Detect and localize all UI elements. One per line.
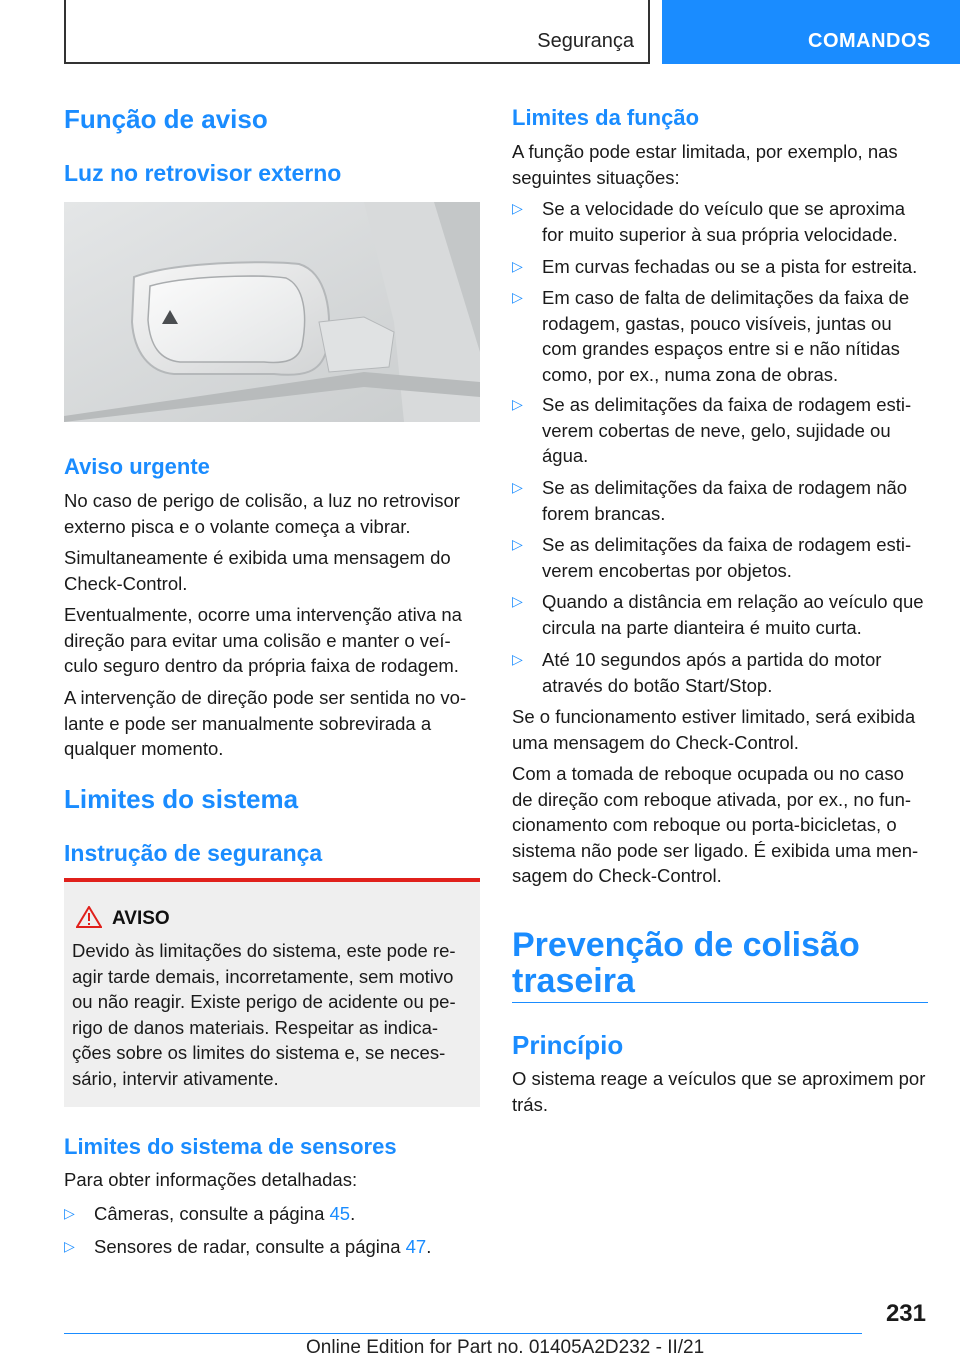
header-section-box bbox=[64, 0, 650, 64]
footer-edition: Online Edition for Part no. 01405A2D232 - II/21 bbox=[306, 1337, 705, 1358]
paragraph-intro: A função pode estar limitada, por exemplo, nas seguintes situações: bbox=[512, 141, 898, 188]
heading-principio: Princípio bbox=[512, 1030, 624, 1060]
bullet-triangle-icon: ▷ bbox=[512, 479, 523, 495]
list-item bbox=[64, 1234, 480, 1260]
list-item bbox=[512, 196, 928, 248]
list-item bbox=[512, 254, 928, 280]
list-item bbox=[64, 1201, 480, 1227]
list-item bbox=[512, 475, 928, 527]
bullet-text: Sensores de radar, consulte a página bbox=[94, 1236, 406, 1257]
heading-prevencao-line2: traseira bbox=[512, 962, 635, 1000]
bullet-text: Se as delimitações da faixa de rodagem esti‐verem cobertas de neve, gelo, sujidade ou água. bbox=[542, 394, 912, 466]
bullet-text: Quando a distância em relação ao veículo que circula na parte dianteira é muito curta. bbox=[542, 591, 924, 638]
heading-aviso-urgente: Aviso urgente bbox=[64, 454, 210, 479]
warning-triangle-icon bbox=[76, 906, 102, 933]
paragraph-aviso-2: Simultaneamente é exibida uma mensagem do Check-Control. bbox=[64, 547, 451, 594]
header-chapter-tab[interactable]: COMANDOS bbox=[662, 0, 960, 64]
bullet-triangle-icon: ▷ bbox=[512, 289, 523, 305]
paragraph-limitado: Se o funcionamento estiver limitado, será exibida uma mensagem do Check-Control. bbox=[512, 706, 916, 753]
bullet-text: Até 10 segundos após a partida do motor através do botão Start/Stop. bbox=[542, 649, 882, 696]
bullet-triangle-icon: ▷ bbox=[512, 200, 523, 216]
mirror-illustration bbox=[64, 202, 480, 422]
paragraph-aviso-3: Eventualmente, ocorre uma intervenção ativa na direção para evitar uma colisão e manter o veí‐culo seguro dentro da própria faixa de rodagem. bbox=[64, 604, 462, 676]
list-item bbox=[512, 392, 928, 470]
bullet-period: . bbox=[426, 1236, 432, 1257]
list-item bbox=[512, 532, 928, 584]
bullet-triangle-icon: ▷ bbox=[512, 396, 523, 412]
warning-title: AVISO bbox=[112, 908, 170, 929]
bullet-triangle-icon: ▷ bbox=[512, 536, 523, 552]
mirror-warning-light-image bbox=[64, 202, 480, 422]
heading-limites-funcao: Limites da função bbox=[512, 105, 700, 130]
list-item bbox=[512, 285, 928, 388]
paragraph-sensores: Para obter informações detalhadas: bbox=[64, 1169, 358, 1190]
footer-rule bbox=[64, 1333, 862, 1334]
paragraph-aviso-4: A intervenção de direção pode ser sentida no vo‐lante e pode ser manualmente sobrevirada a qualquer momento. bbox=[64, 687, 467, 759]
bullet-triangle-icon: ▷ bbox=[64, 1205, 75, 1221]
heading-limites-sistema: Limites do sistema bbox=[64, 784, 299, 814]
bullet-text: Se as delimitações da faixa de rodagem esti‐verem encobertas por objetos. bbox=[542, 534, 912, 581]
bullet-text: Em curvas fechadas ou se a pista for estreita. bbox=[542, 256, 918, 277]
heading-prevencao-line1: Prevenção de colisão bbox=[512, 926, 860, 964]
bullet-triangle-icon: ▷ bbox=[512, 593, 523, 609]
bullet-text: Se as delimitações da faixa de rodagem não forem brancas. bbox=[542, 477, 908, 524]
warning-box bbox=[64, 878, 480, 1107]
paragraph-principio: O sistema reage a veículos que se aproximem por trás. bbox=[512, 1068, 926, 1115]
header-section-title: Segurança bbox=[537, 30, 634, 52]
bullet-period: . bbox=[350, 1203, 356, 1224]
paragraph-reboque: Com a tomada de reboque ocupada ou no caso de direção com reboque ativada, por ex., no fun‐cionamento com reboque ou porta-bicicletas, o sistema não pode ser ligado. É exibida uma men‐sagem do Check-Control. bbox=[512, 763, 919, 886]
bullet-text: Se a velocidade do veículo que se aproxima for muito superior à sua própria velocidade. bbox=[542, 198, 906, 245]
bullet-text: Câmeras, consulte a página bbox=[94, 1203, 330, 1224]
warning-text: Devido às limitações do sistema, este pode re‐agir tarde demais, incorretamente, sem motivo ou não reagir. Existe perigo de acidente ou pe‐rigo de danos materiais. Respeitar as indica‐ções sobre os limites do sistema e, se neces‐sário, intervir ativamente. bbox=[72, 940, 456, 1089]
page-link-45[interactable]: 45 bbox=[329, 1203, 351, 1224]
heading-limites-sensores: Limites do sistema de sensores bbox=[64, 1134, 397, 1159]
list-item bbox=[512, 647, 928, 699]
page-link-47[interactable]: 47 bbox=[405, 1236, 427, 1257]
heading-instrucao-seguranca: Instrução de segurança bbox=[64, 840, 323, 866]
bullet-triangle-icon: ▷ bbox=[512, 651, 523, 667]
page-number: 231 bbox=[885, 1300, 926, 1327]
section-rule bbox=[512, 1002, 928, 1003]
bullet-triangle-icon: ▷ bbox=[512, 258, 523, 274]
paragraph-aviso-1: No caso de perigo de colisão, a luz no retrovisor externo pisca e o volante começa a vibrar. bbox=[64, 490, 460, 537]
heading-funcao-aviso: Função de aviso bbox=[64, 104, 268, 134]
bullet-text: Em caso de falta de delimitações da faixa de rodagem, gastas, pouco visíveis, juntas ou com grandes espaços entre si e não nítidas como, por ex., numa zona de obras. bbox=[542, 287, 910, 385]
heading-luz-retrovisor: Luz no retrovisor externo bbox=[64, 160, 342, 186]
list-item bbox=[512, 589, 928, 641]
bullet-triangle-icon: ▷ bbox=[64, 1238, 75, 1254]
